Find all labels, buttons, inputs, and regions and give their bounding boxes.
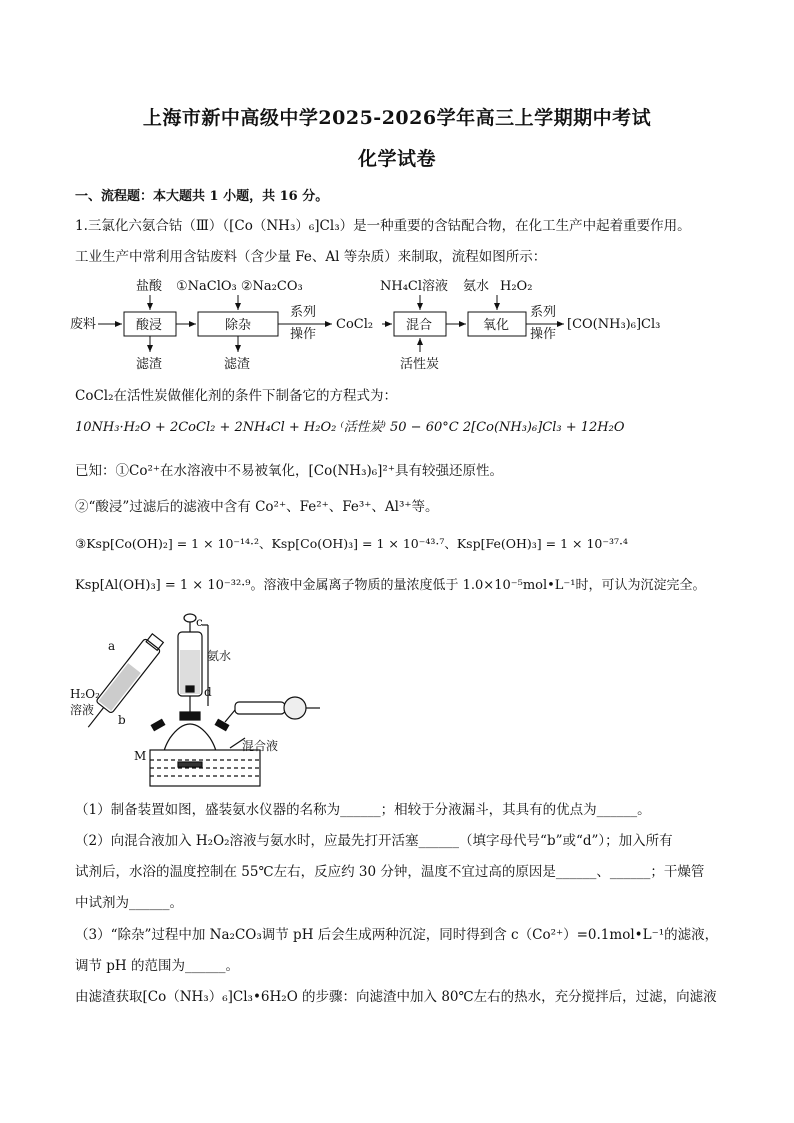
flow-waste-2: 滤渣 [224, 357, 251, 372]
flow-box-impurity-label: 除杂 [225, 318, 252, 333]
question-intro-2: 工业生产中常利用含钴废料（含少量 Fe、Al 等杂质）来制取，流程如图所示： [75, 249, 547, 265]
flow-reagent-1: 盐酸 [136, 279, 163, 294]
flow-catalyst: 活性炭 [400, 357, 440, 372]
process-flowchart [70, 270, 670, 380]
label-a: a [108, 639, 116, 653]
flow-op2-b: 操作 [530, 327, 557, 342]
label-M: M [134, 749, 147, 763]
question-3a: （3）“除杂”过程中加 Na₂CO₃调节 pH 后会生成两种沉淀，同时得到含 c（Co²⁺）=0.1mol•L⁻¹的滤液， [75, 927, 719, 943]
question-1: （1）制备装置如图，盛装氨水仪器的名称为______；相较于分液漏斗，其具有的优点为______。 [75, 802, 651, 818]
question-2a: （2）向混合液加入 H₂O₂溶液与氨水时，应最先打开活塞______（填字母代号“b”或“d”）；加入所有 [75, 833, 673, 849]
flow-op1-a: 系列 [290, 305, 317, 320]
flow-reagent-4b: H₂O₂ [500, 279, 533, 294]
flow-box-mix-label: 混合 [406, 318, 433, 333]
flow-box-acid-label: 酸浸 [136, 318, 163, 333]
section-heading: 一、流程题：本大题共 1 小题，共 16 分。 [75, 189, 329, 204]
flow-reagent-3: NH₄Cl溶液 [380, 279, 449, 294]
apparatus-diagram [70, 610, 340, 790]
flow-product: [CO(NH₃)₆]Cl₃ [567, 317, 661, 332]
known-3: ③Ksp[Co(OH)₂] = 1 × 10⁻¹⁴·²、Ksp[Co(OH)₃] = 1 × 10⁻⁴³·⁷、Ksp[Fe(OH)₃] = 1 × 10⁻³⁷·⁴ [75, 536, 628, 551]
flow-mid-product: CoCl₂ [336, 317, 374, 332]
label-c: c [196, 615, 203, 629]
label-ammonia: 氨水 [207, 649, 232, 663]
question-intro-1: 1.三氯化六氨合钴（Ⅲ）（[Co（NH₃）₆]Cl₃）是一种重要的含钴配合物，在化工生产中起着重要作用。 [75, 218, 691, 234]
flow-reagent-2: ①NaClO₃ ②Na₂CO₃ [176, 279, 303, 294]
label-b: b [118, 713, 126, 727]
flow-start: 废料 [70, 317, 97, 332]
label-h2o2: H₂O₂ [70, 687, 100, 701]
known-1: 已知：①Co²⁺在水溶液中不易被氧化，[Co(NH₃)₆]²⁺具有较强还原性。 [75, 463, 503, 479]
known-2: ②“酸浸”过滤后的滤液中含有 Co²⁺、Fe²⁺、Fe³⁺、Al³⁺等。 [75, 499, 439, 515]
question-3b: 调节 pH 的范围为______。 [75, 958, 239, 974]
label-mixture: 混合液 [242, 739, 279, 753]
question-4: 由滤渣获取[Co（NH₃）₆]Cl₃•6H₂O 的步骤：向滤渣中加入 80℃左右的热水，充分搅拌后，过滤，向滤液 [75, 989, 717, 1005]
flow-reagent-4a: 氨水 [463, 279, 490, 294]
question-2c: 中试剂为______。 [75, 895, 183, 911]
reaction-equation: 10NH₃·H₂O + 2CoCl₂ + 2NH₄Cl + H₂O₂ ⁽活性炭⁾ 50 − 60°C 2[Co(NH₃)₆]Cl₃ + 12H₂O [75, 420, 625, 435]
flow-op2-a: 系列 [530, 305, 557, 320]
label-h2o2-solution: 溶液 [70, 703, 95, 717]
equation-intro: CoCl₂在活性炭做催化剂的条件下制备它的方程式为： [75, 388, 398, 404]
exam-title: 上海市新中高级中学2025-2026学年高三上学期期中考试 [142, 107, 652, 129]
flow-waste-1: 滤渣 [136, 357, 163, 372]
question-2b: 试剂后，水浴的温度控制在 55℃左右，反应约 30 分钟，温度不宜过高的原因是______、______；干燥管 [75, 864, 705, 880]
known-4: Ksp[Al(OH)₃] = 1 × 10⁻³²·⁹。溶液中金属离子物质的量浓度低于 1.0×10⁻⁵mol•L⁻¹时，可认为沉淀完全。 [75, 578, 706, 593]
flow-op1-b: 操作 [290, 327, 317, 342]
exam-subtitle: 化学试卷 [357, 148, 436, 170]
label-d: d [204, 685, 212, 699]
flow-box-oxidize-label: 氧化 [483, 318, 510, 333]
